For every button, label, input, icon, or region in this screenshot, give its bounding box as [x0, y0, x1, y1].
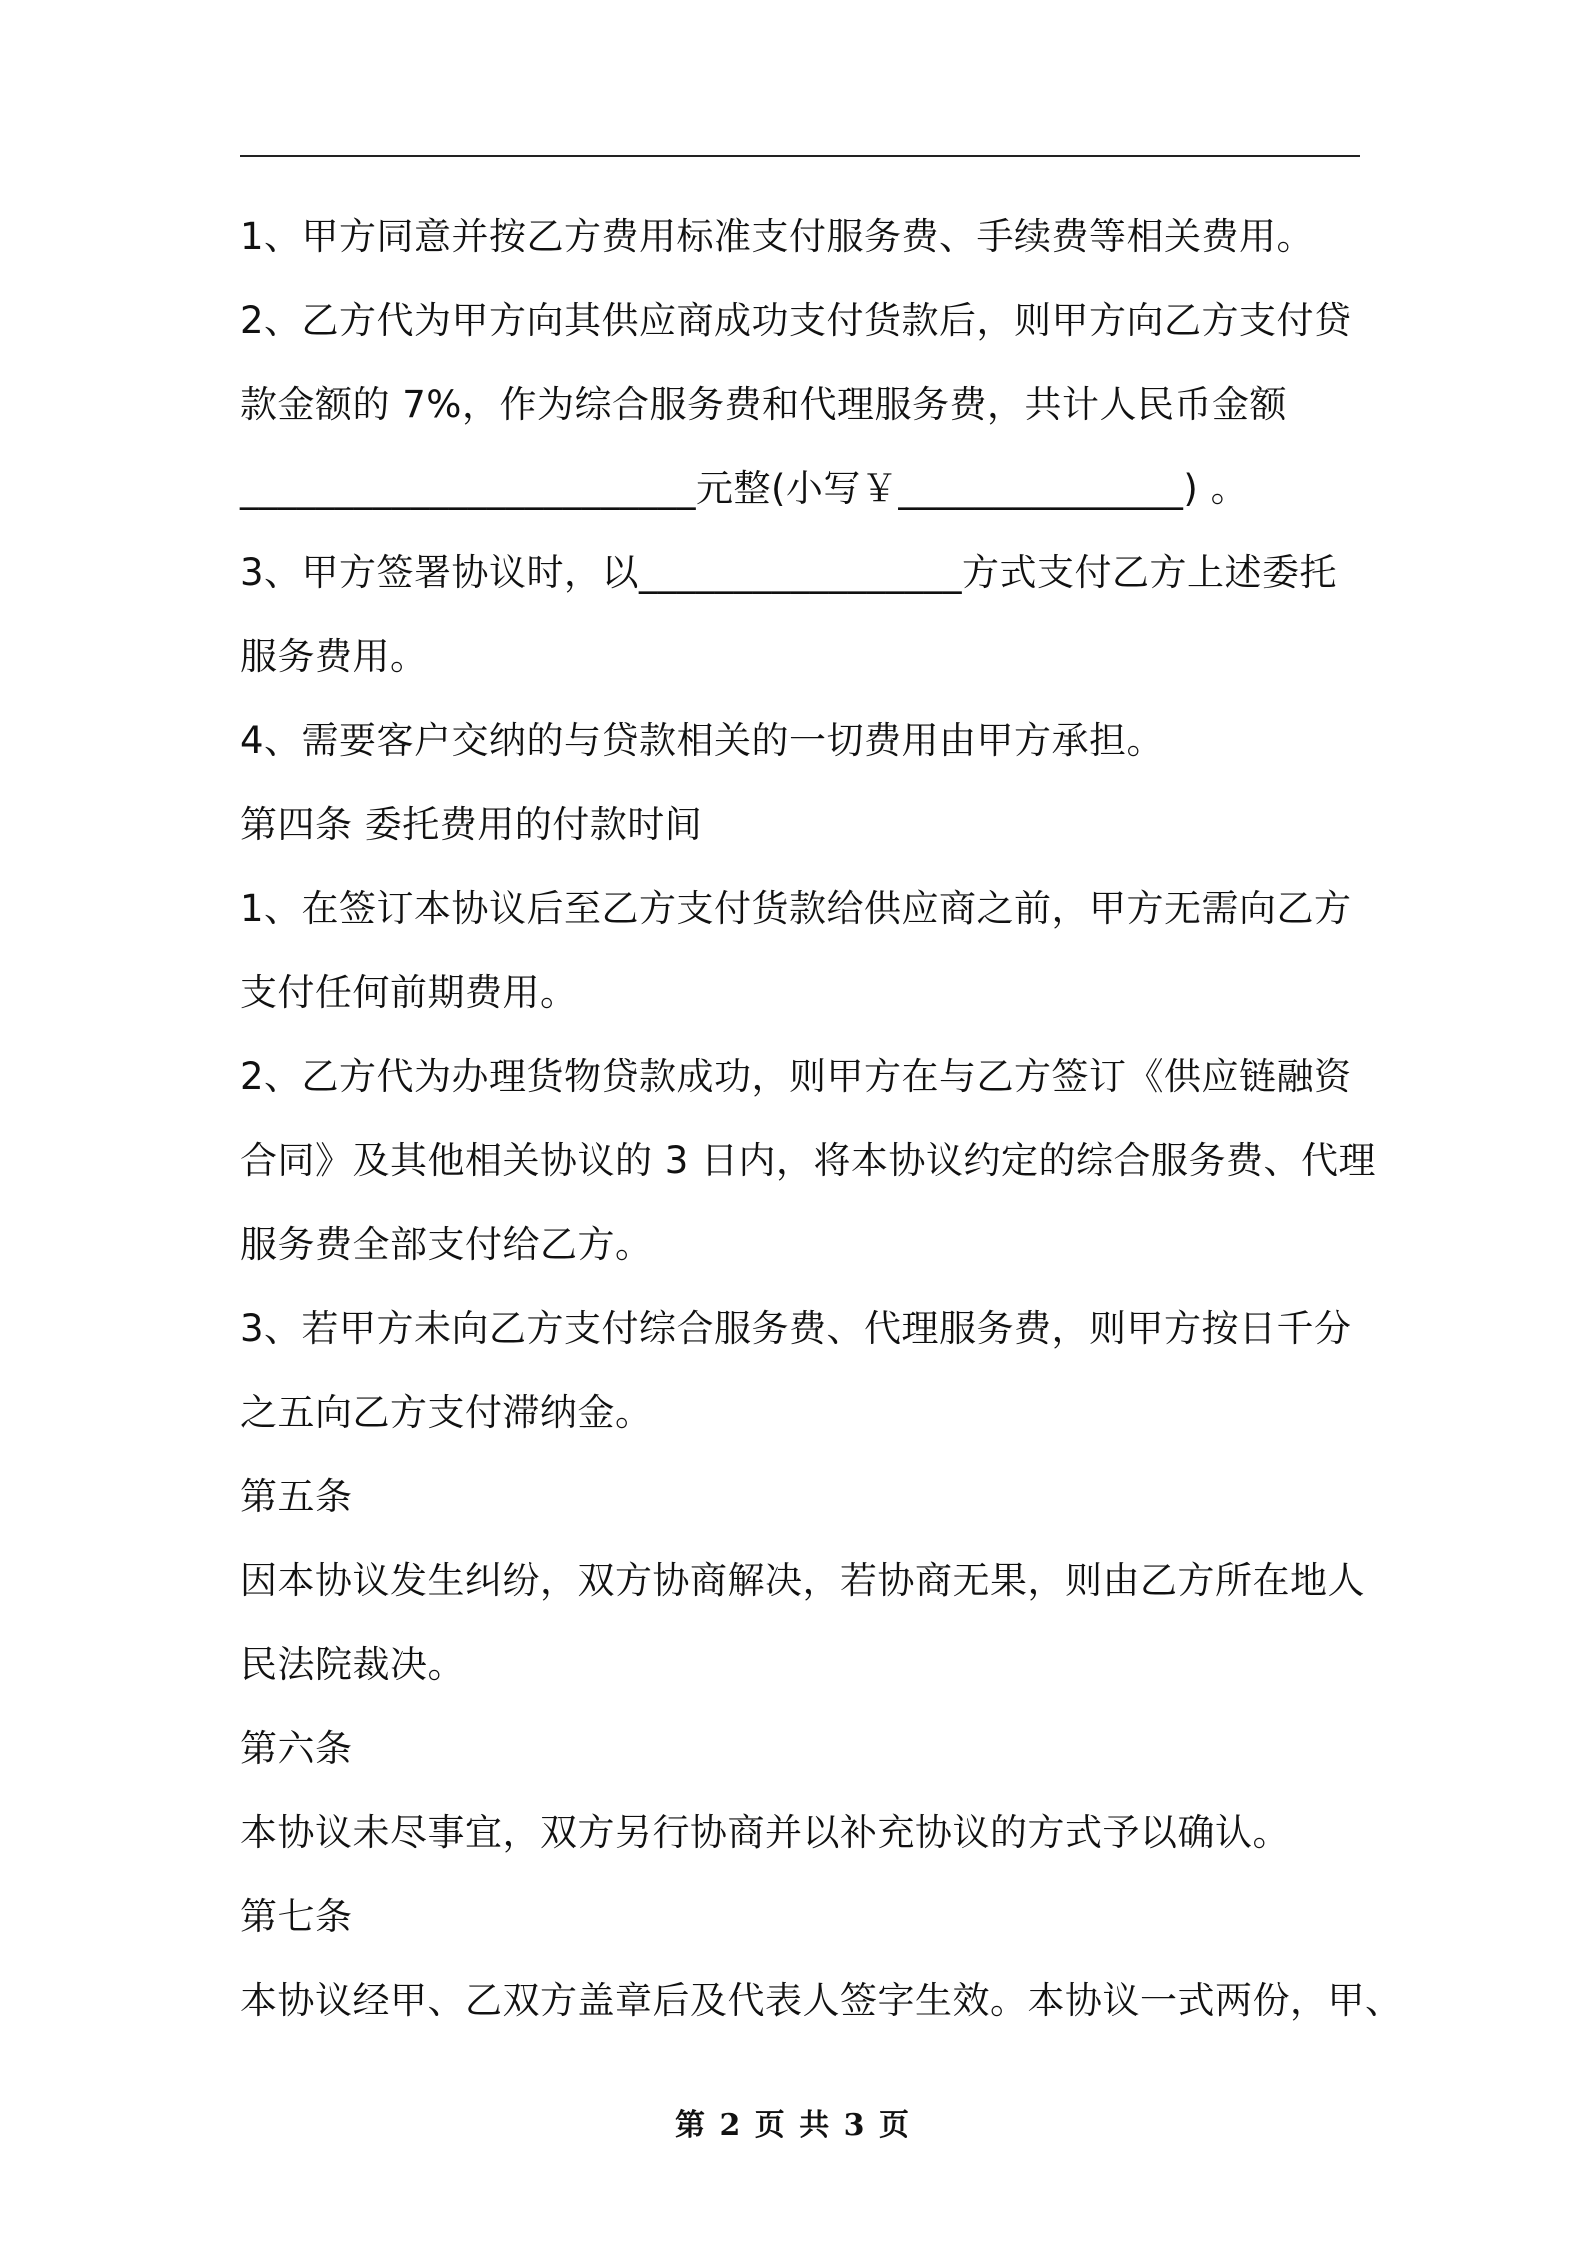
clause-line-11: 2、乙方代为办理货物贷款成功，则甲方在与乙方签订《供应链融资 — [240, 1055, 1352, 1098]
clause-line-10: 支付任何前期费用。 — [240, 971, 578, 1014]
section-heading-5: 第五条 — [240, 1475, 353, 1518]
section-heading-7: 第七条 — [240, 1895, 353, 1938]
clause-line-14: 3、若甲方未向乙方支付综合服务费、代理服务费，则甲方按日千分 — [240, 1307, 1352, 1350]
clause-line-3: 款金额的 7%，作为综合服务费和代理服务费，共计人民币金额 — [240, 383, 1287, 426]
clause-line-2: 2、乙方代为甲方向其供应商成功支付货款后，则甲方向乙方支付贷 — [240, 299, 1352, 342]
clause-line-4: ________________________元整(小写￥_______________) 。 — [240, 467, 1249, 510]
clause-line-1: 1、甲方同意并按乙方费用标准支付服务费、手续费等相关费用。 — [240, 215, 1315, 258]
clause-line-22: 本协议经甲、乙双方盖章后及代表人签字生效。本协议一式两份，甲、 — [240, 1979, 1403, 2022]
clause-line-13: 服务费全部支付给乙方。 — [240, 1223, 653, 1266]
header-rule — [240, 155, 1360, 157]
section-heading-6: 第六条 — [240, 1727, 353, 1770]
page-number: 第 2 页 共 3 页 — [675, 2108, 911, 2143]
clause-line-5: 3、甲方签署协议时，以_________________方式支付乙方上述委托 — [240, 551, 1338, 594]
clause-line-18: 民法院裁决。 — [240, 1643, 465, 1686]
clause-line-7: 4、需要客户交纳的与贷款相关的一切费用由甲方承担。 — [240, 719, 1165, 762]
clause-line-9: 1、在签订本协议后至乙方支付货款给供应商之前，甲方无需向乙方 — [240, 887, 1352, 930]
section-heading-4: 第四条 委托费用的付款时间 — [240, 803, 703, 846]
clause-line-17: 因本协议发生纠纷，双方协商解决，若协商无果，则由乙方所在地人 — [240, 1559, 1365, 1602]
clause-line-6: 服务费用。 — [240, 635, 428, 678]
clause-line-20: 本协议未尽事宜，双方另行协商并以补充协议的方式予以确认。 — [240, 1811, 1290, 1854]
clause-line-12: 合同》及其他相关协议的 3 日内，将本协议约定的综合服务费、代理 — [240, 1139, 1377, 1182]
clause-line-15: 之五向乙方支付滞纳金。 — [240, 1391, 653, 1434]
document-body — [240, 195, 1403, 2043]
